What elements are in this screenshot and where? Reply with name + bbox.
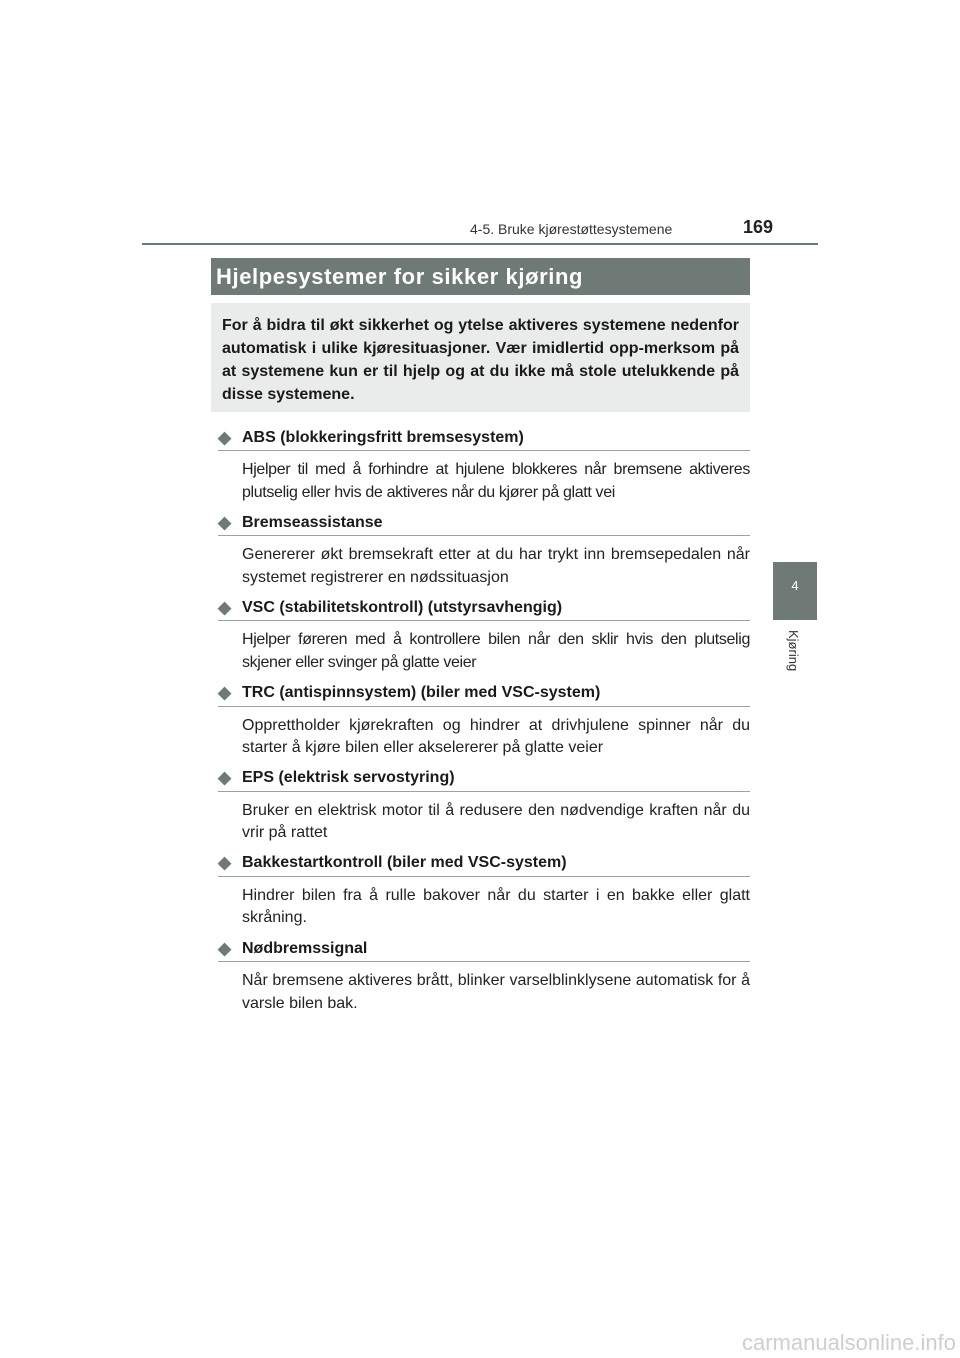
- watermark: carmanualsonline.info: [741, 1330, 956, 1355]
- diamond-bullet-icon: ◆: [218, 512, 232, 532]
- feature-heading-text: TRC (antispinnsystem) (biler med VSC-system): [242, 684, 601, 702]
- feature-heading: [218, 851, 750, 877]
- feature-item: [218, 510, 750, 595]
- header-rule: [142, 243, 818, 245]
- diamond-bullet-icon: ◆: [218, 853, 232, 873]
- diamond-bullet-icon: ◆: [218, 597, 232, 617]
- section-title: Hjelpesystemer for sikker kjøring: [211, 258, 750, 295]
- feature-heading: [218, 766, 750, 792]
- feature-heading: [218, 936, 750, 962]
- feature-heading-text: VSC (stabilitetskontroll) (utstyrsavhengig): [242, 598, 563, 616]
- feature-item: [218, 936, 750, 1021]
- feature-heading-text: EPS (elektrisk servostyring): [242, 769, 455, 787]
- feature-description: Hjelper føreren med å kontrollere bilen når den sklir hvis den plutselig skjener eller svinger på glatte veier: [242, 631, 750, 671]
- chapter-label: Kjøring: [786, 630, 801, 672]
- feature-heading: [218, 510, 750, 536]
- feature-description: Hjelper til med å forhindre at hjulene blokkeres når bremsene aktiveres plutselig eller hvis de aktiveres når du kjører på glatt vei: [242, 461, 750, 501]
- feature-heading-text: Bakkestartkontroll (biler med VSC-system): [242, 854, 567, 872]
- feature-item: [218, 766, 750, 851]
- feature-description: Genererer økt bremsekraft etter at du har trykt inn bremsepedalen når systemet registrerer en nødssituasjon: [242, 546, 750, 586]
- diamond-bullet-icon: ◆: [218, 683, 232, 703]
- feature-heading-text: ABS (blokkeringsfritt bremsesystem): [242, 428, 524, 446]
- feature-description: Bruker en elektrisk motor til å redusere den nødvendige kraften når du vrir på rattet: [242, 801, 750, 842]
- feature-item: [218, 425, 750, 510]
- feature-heading: [218, 595, 750, 621]
- feature-heading-text: Nødbremssignal: [242, 939, 368, 957]
- intro-box: For å bidra til økt sikkerhet og ytelse aktiveres systemene nedenfor automatisk i ulike kjøresituasjoner. Vær imidlertid opp-merksom på at systemene kun er til hjelp og at du ikke må stole utelukkende på disse systemene.: [211, 303, 750, 412]
- feature-heading: [218, 425, 750, 451]
- header-section-title: 4-5. Bruke kjørestøttesystemene: [470, 221, 673, 237]
- feature-heading-text: Bremseassistanse: [242, 513, 383, 531]
- page-number: 169: [742, 217, 773, 237]
- feature-item: [218, 681, 750, 766]
- feature-heading: [218, 681, 750, 707]
- feature-description: Når bremsene aktiveres brått, blinker varselblinklysene automatisk for å varsle bilen bak.: [242, 972, 750, 1012]
- feature-description: Hindrer bilen fra å rulle bakover når du starter i en bakke eller glatt skråning.: [242, 886, 750, 927]
- diamond-bullet-icon: ◆: [218, 427, 232, 447]
- diamond-bullet-icon: ◆: [218, 768, 232, 788]
- feature-list: [218, 425, 750, 1021]
- chapter-tab: 4: [773, 562, 817, 620]
- feature-description: Opprettholder kjørekraften og hindrer at drivhjulene spinner når du starter å kjøre bilen eller akselererer på glatte veier: [242, 716, 750, 757]
- diamond-bullet-icon: ◆: [218, 938, 232, 958]
- feature-item: [218, 851, 750, 936]
- feature-item: [218, 595, 750, 680]
